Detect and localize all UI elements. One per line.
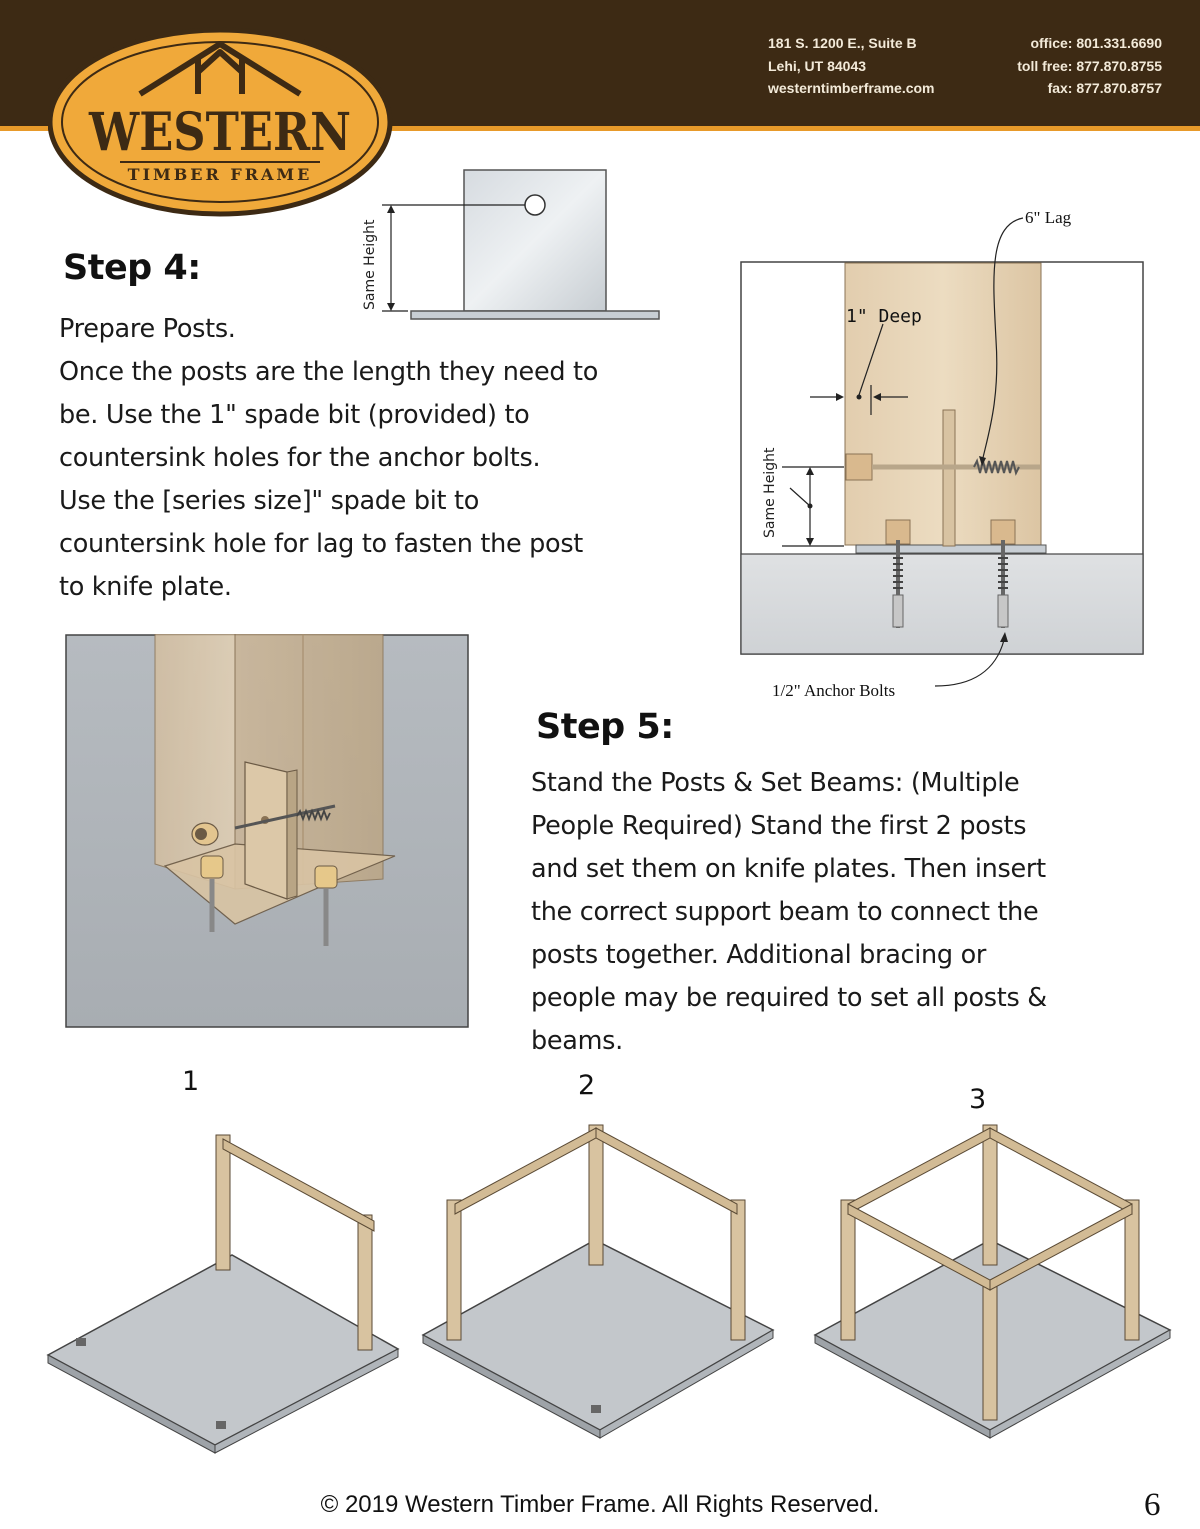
address-block xyxy=(768,32,935,100)
step5-instructions xyxy=(531,762,1171,1063)
post xyxy=(447,1200,461,1340)
post xyxy=(983,1125,997,1265)
beam xyxy=(223,1139,374,1231)
figure-1-diagram xyxy=(40,1125,405,1455)
step5-line: People Required) Stand the first 2 posts xyxy=(531,811,1027,841)
beam xyxy=(848,1128,990,1214)
beam xyxy=(596,1128,737,1214)
lag-countersink xyxy=(846,454,872,480)
post xyxy=(216,1135,230,1270)
address-line-2: Lehi, UT 84043 xyxy=(768,57,867,74)
brand-name: WESTERN xyxy=(88,102,351,163)
post xyxy=(983,1280,997,1420)
figure-3-diagram xyxy=(810,1120,1180,1460)
step5-line: the correct support beam to connect the xyxy=(531,897,1039,927)
step5-heading: Step 5: xyxy=(536,707,674,747)
figure-2-label: 2 xyxy=(578,1070,596,1101)
anchor-bolts-label: 1/2" Anchor Bolts xyxy=(772,681,896,700)
post xyxy=(589,1125,603,1265)
brand-logo xyxy=(48,22,393,217)
same-height-label: Same Height xyxy=(362,219,378,310)
deep-label: 1" Deep xyxy=(846,306,922,327)
knife-plate-upright xyxy=(464,170,606,311)
post-section-diagram xyxy=(738,200,1150,705)
post xyxy=(358,1215,372,1350)
lag-label: 6" Lag xyxy=(1025,208,1072,227)
page-number: 6 xyxy=(1144,1487,1161,1523)
step4-line: Once the posts are the length they need to xyxy=(59,357,599,387)
knife-plate-blade xyxy=(245,762,287,899)
figure-2-diagram xyxy=(415,1120,780,1460)
office-phone: office: 801.331.6690 xyxy=(1030,35,1162,51)
address-line-1: 181 S. 1200 E., Suite B xyxy=(768,35,917,51)
beam xyxy=(848,1204,990,1290)
step4-line: to knife plate. xyxy=(59,572,232,602)
step5-line: posts together. Additional bracing or xyxy=(531,940,987,970)
step5-line: and set them on knife plates. Then insert xyxy=(531,854,1046,884)
fax-number: fax: 877.870.8757 xyxy=(1047,80,1162,96)
step4-line: countersink holes for the anchor bolts. xyxy=(59,443,541,473)
post xyxy=(731,1200,745,1340)
toll-free-phone: toll free: 877.870.8755 xyxy=(1017,57,1162,74)
brand-tagline: TIMBER FRAME xyxy=(127,165,313,184)
copyright-footer: © 2019 Western Timber Frame. All Rights Reserved. xyxy=(320,1491,880,1518)
figure-1-label: 1 xyxy=(182,1066,200,1097)
post xyxy=(841,1200,855,1340)
knife-plate-diagram xyxy=(356,165,666,327)
step5-line: Stand the Posts & Set Beams: (Multiple xyxy=(531,768,1020,798)
step5-line: beams. xyxy=(531,1026,623,1056)
post xyxy=(1125,1200,1139,1340)
step4-line: be. Use the 1" spade bit (provided) to xyxy=(59,400,530,430)
website-link[interactable]: westerntimberframe.com xyxy=(768,80,935,96)
step4-instructions xyxy=(59,308,699,609)
beam xyxy=(990,1128,1132,1214)
phone-block xyxy=(980,32,1162,100)
step4-line: countersink hole for lag to fasten the post xyxy=(59,529,584,559)
figure-3-label: 3 xyxy=(969,1084,987,1115)
concrete-footing xyxy=(741,554,1143,654)
post-3d-render xyxy=(65,634,470,1030)
beam xyxy=(455,1128,596,1214)
step4-line: Use the [series size]" spade bit to xyxy=(59,486,480,516)
step4-line: Prepare Posts. xyxy=(59,314,236,344)
step5-line: people may be required to set all posts & xyxy=(531,983,1047,1013)
knife-plate-blade xyxy=(943,410,955,546)
bolt-hole xyxy=(525,195,545,215)
same-height-label: Same Height xyxy=(762,447,778,538)
step4-heading: Step 4: xyxy=(63,248,201,288)
knife-plate-base xyxy=(411,311,659,319)
